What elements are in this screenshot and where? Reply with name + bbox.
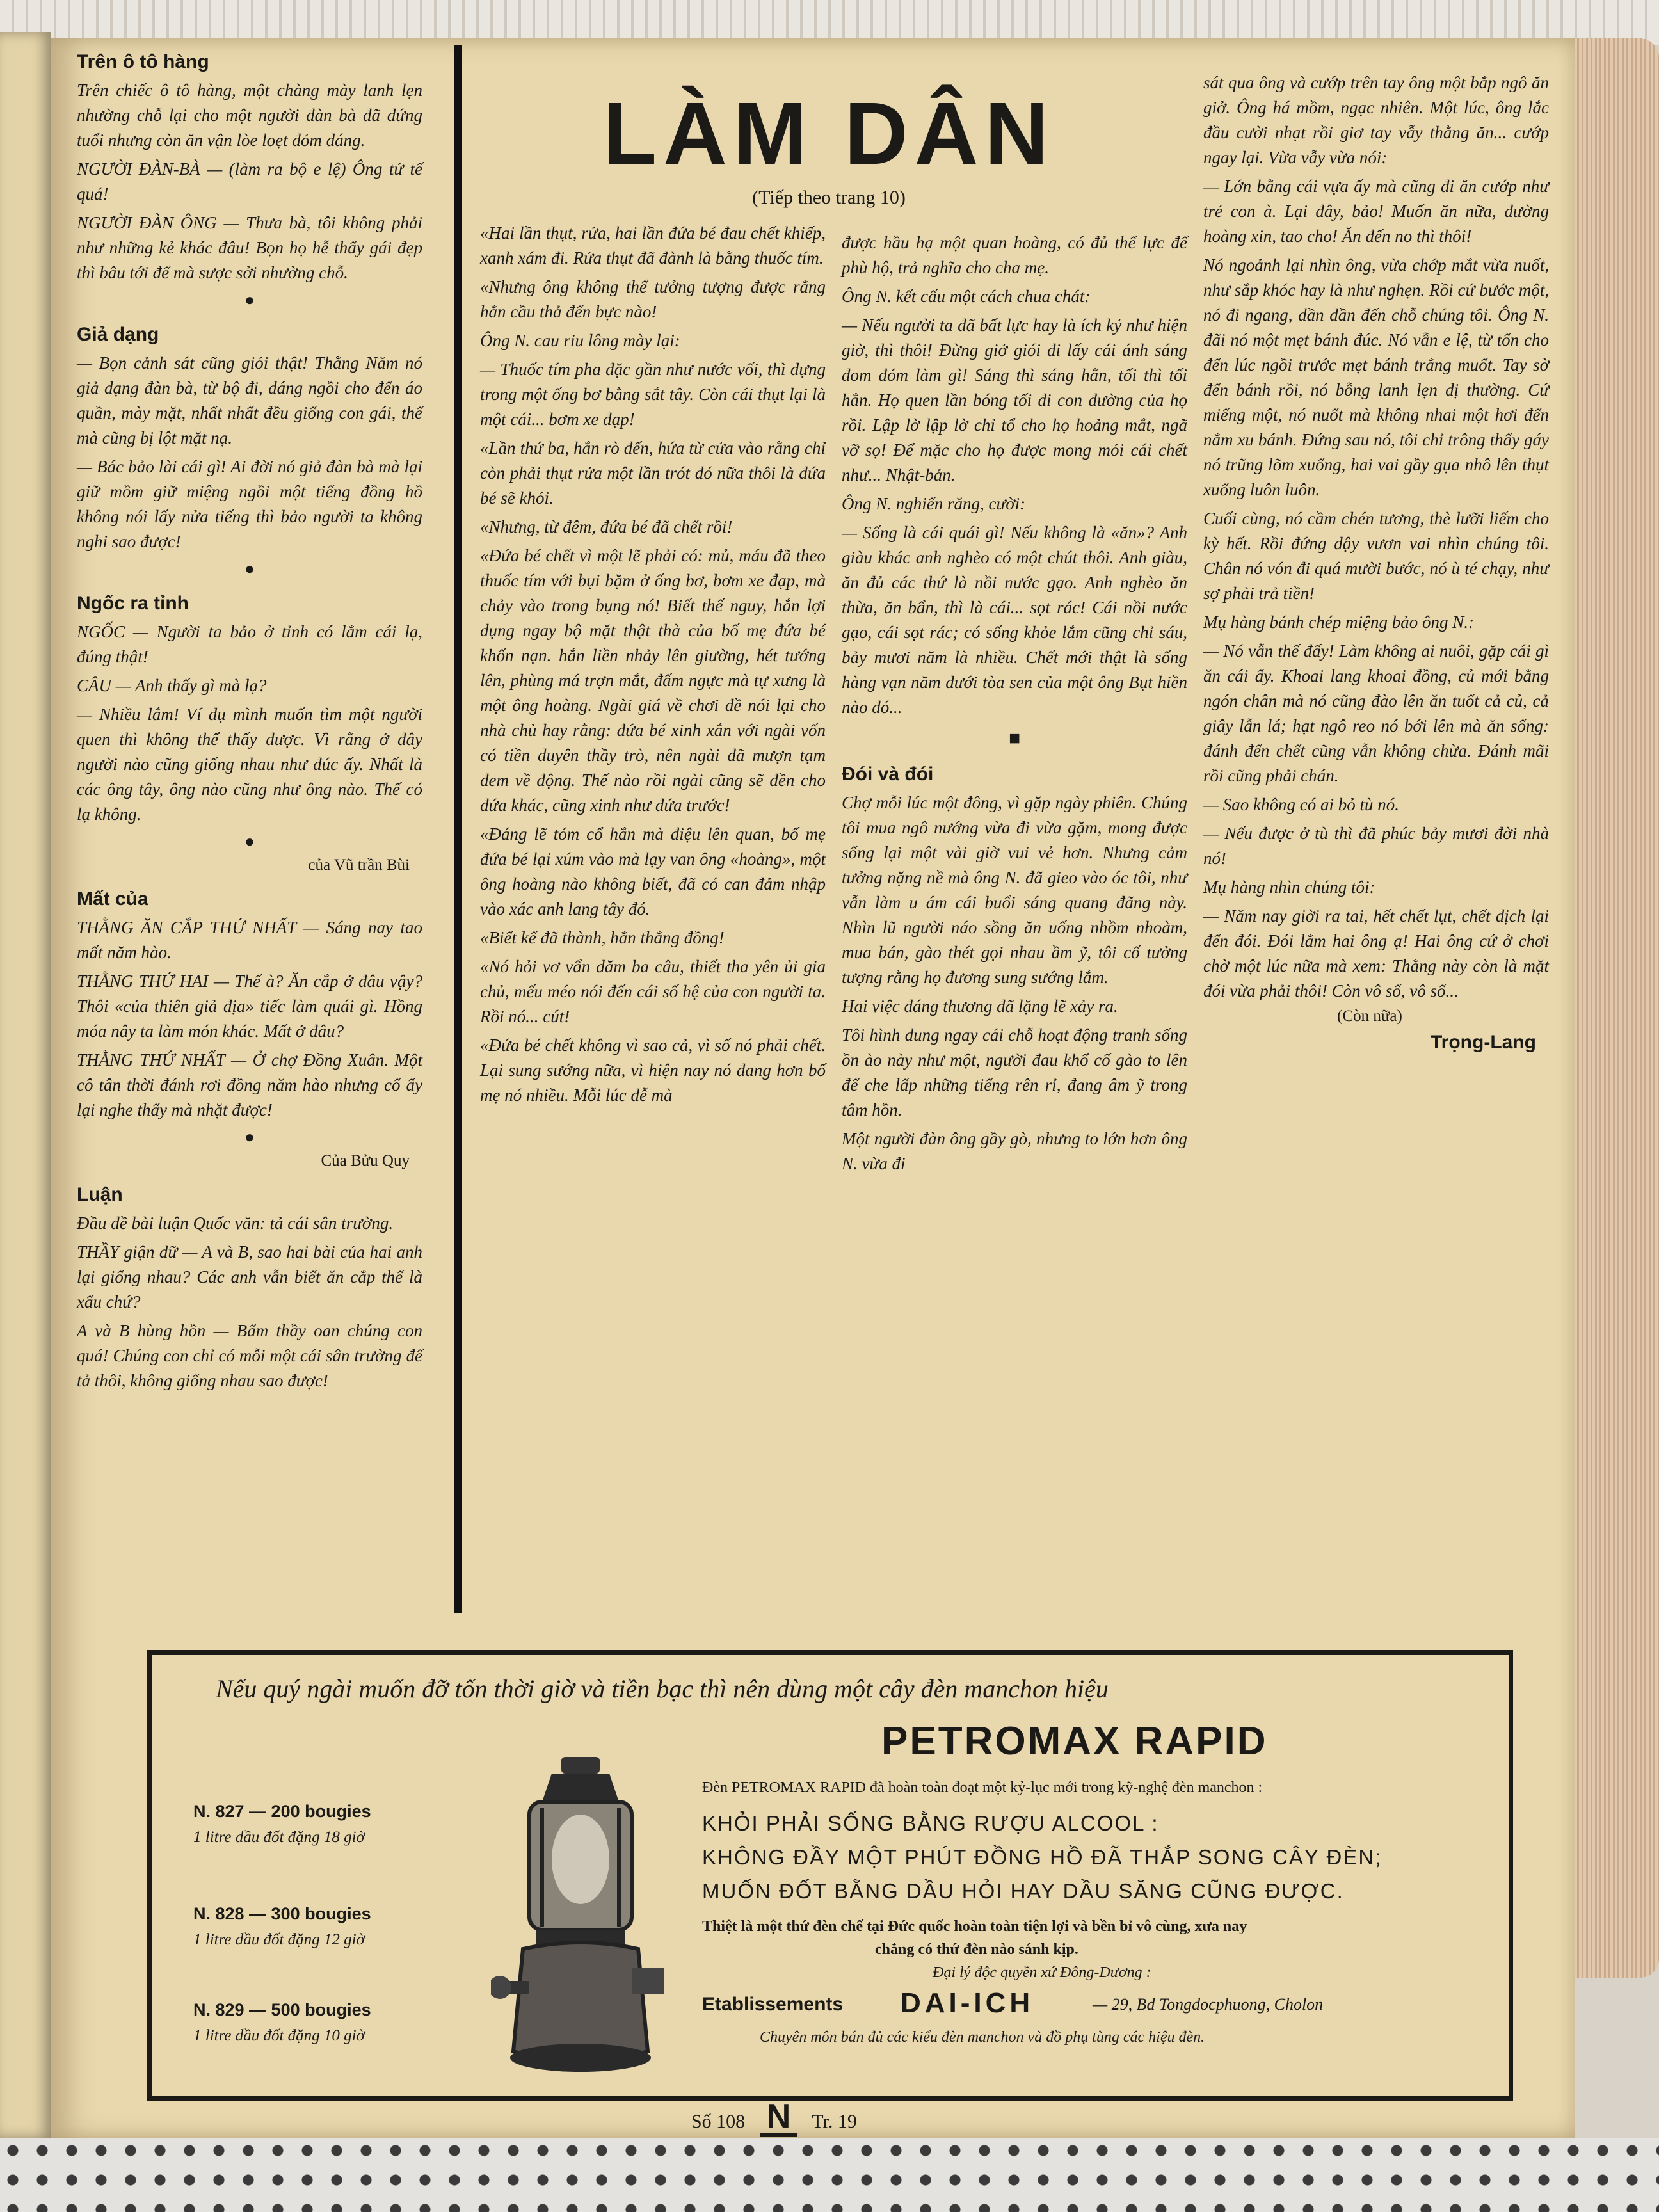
ad-company-prefix: Etablissements [702,1994,844,2015]
paragraph: Hai việc đáng thương đã lặng lẽ xảy ra. [842,997,1118,1016]
ad-address: — 29, Bd Tongdocphuong, Cholon [1093,1995,1324,2014]
petromax-advertisement [147,1650,1513,2101]
paragraph: — Sao không có ai bỏ tù nó. [1203,795,1399,814]
ad-intro: Đèn PETROMAX RAPID đã hoàn toàn đoạt một kỷ-lục mới trong kỹ-nghệ đèn manchon : [702,1779,1263,1796]
ad-note: Thiệt là một thứ đèn chế tại Đức quốc hoàn toàn tiện lợi và bền bỉ vô cùng, xưa nay [702,1918,1247,1935]
contributor-signature: Của Bửu Quy [321,1152,410,1169]
continued-note: (Còn nữa) [1337,1007,1402,1025]
ad-model: N. 828 — 300 bougies [193,1904,371,1923]
magazine-page [51,38,1575,2138]
section-title: Đói và đói [842,764,934,785]
paragraph: THẰNG ĂN CẮP THỨ NHẤT — Sáng nay tao mất năm hào. [77,918,422,962]
contributor-signature: của Vũ trần Bùi [308,856,410,874]
paragraph: — Nếu được ở tù thì đã phúc bảy mươi đời nhà nó! [1203,824,1549,868]
paragraph: — Nếu người ta đã bất lực hay là ích kỷ như hiện giờ, thì thôi! Đừng giở giói đi lấy cái ánh sáng đom đóm làm gì! Sáng thì sáng hẳn, tối thì tối hẳn. Họ quen lần bóng tối đi con đường của họ rồi. Lập lờ lập lờ chỉ tổ cho họ hoảng mắt, ngã vỡ sọ! Để mặc cho họ được mong mỏi cái chết như... Nhật-bản. [842,316,1187,485]
paragraph: Trên chiếc ô tô hàng, một chàng mày lanh lẹn nhường chỗ lại cho một người đàn bà đã đứng tuổi nhưng còn ăn vận lòe loẹt đỏm dáng. [77,81,422,150]
paragraph: «Nó hỏi vơ vẩn dăm ba câu, thiết tha yên ủi gia chủ, mếu méo nói đến cái số hệ của con người ta. Rồi nó... cút! [480,957,826,1026]
paragraph: NGƯỜI ĐÀN ÔNG — Thưa bà, tôi không phải như những kẻ khác đâu! Bọn họ hễ thấy gái đẹp thì bâu tới để mà sược sởi nhường chỗ. [77,213,422,282]
previous-page-edge [0,32,51,2138]
section-marker: ■ [1008,728,1021,749]
humor-column [77,45,422,1397]
paragraph: — Lớn bằng cái vựa ấy mà cũng đi ăn cướp như trẻ con à. Lại đây, bảo! Muốn ăn nữa, đường hoàng xin, tao cho! Ăn đến no thì thôi! [1203,177,1549,246]
ad-claim: KHÔNG ĐẦY MỘT PHÚT ĐỒNG HỒ ĐÃ THẮP SONG CÂY ĐÈN; [702,1845,1382,1869]
paragraph: A và B hùng hồn — Bẩm thầy oan chúng con quá! Chúng con chỉ có mỗi một cái sân trường để tả thôi, không giống nhau sao được! [77,1321,422,1390]
article-title: LÀM DÂN [602,84,1055,183]
paragraph: «Đứa bé chết vì một lẽ phải có: mủ, máu đã theo thuốc tím với bụi bặm ở ống bơ, bơm xe đạp, mà chảy vào trong bụng nó! Biết thế nguy, hắn lợi dụng ngay bộ mặt thật thà của bố mẹ đứa bé khốn nạn. hắn liền nhảy lên giường, hét tướng lên, phùng má trợn mắt, đấm ngực mà tự xưng là một ông hoàng. Ngài giá về chơi đề nói lại cho nhà chủ hay rằng: đứa bé xinh xắn với ngài vốn có tiền duyên thầy trò, nên ngài đã mượn tạm đem về động. Thế nào rồi ngài cũng sẽ đền cho đứa khác, cũng xinh như đứa trước! [480,546,826,815]
paragraph: CÂU — Anh thấy gì mà lạ? [77,676,267,695]
separator-dot: ● [244,291,255,309]
paragraph: Ông N. nghiến răng, cười: [842,494,1026,513]
paragraph: Tôi hình dung ngay cái chỗ hoạt động tranh sống ồn ào này như một, người đau khổ cố gào to lên để che lấp những tiếng rên rỉ, đang âm ỹ trong tâm hồn. [842,1025,1187,1119]
article-author: Trọng-Lang [1431,1032,1536,1053]
paragraph: NGỐC — Người ta bảo ở tỉnh có lắm cái lạ, đúng thật! [77,622,422,666]
ad-claim: MUỐN ĐỐT BẰNG DẦU HỎI HAY DẦU SĂNG CŨNG ĐƯỢC. [702,1879,1344,1903]
ad-claim: KHỎI PHẢI SỐNG BẰNG RƯỢU ALCOOL : [702,1811,1159,1835]
paragraph: — Bọn cảnh sát cũng giỏi thật! Thằng Năm nó giả dạng đàn bà, từ bộ đi, dáng ngồi cho đến áo quần, mày mặt, nhất nhất đều giống con gái, thế mà cũng bị lột mặt nạ. [77,353,422,447]
ad-model-spec: 1 litre dầu đốt đặng 18 giờ [193,1829,365,1846]
paragraph: «Lần thứ ba, hắn rò đến, hứa từ cửa vào rằng chỉ còn phải thụt rửa một lần trót đó nữa thôi là đứa bé sẽ khỏi. [480,438,826,508]
paragraph: Ông N. cau riu lông mày lại: [480,331,680,350]
paragraph: Đầu đề bài luận Quốc văn: tả cái sân trường. [77,1214,394,1233]
ad-headline: Nếu quý ngài muốn đỡ tốn thời giờ và tiền bạc thì nên dùng một cây đèn manchon hiệu [216,1674,1109,1703]
ad-brand: PETROMAX RAPID [881,1719,1268,1763]
paragraph: «Đứa bé chết không vì sao cả, vì số nó phải chết. Lại sung sướng nữa, vì hiện nay nó đang hơn bố mẹ nó nhiều. Mỗi lúc dễ mà [480,1036,826,1105]
separator-dot: ● [244,832,255,851]
separator-dot: ● [244,1128,255,1146]
paragraph: — Nhiều lắm! Ví dụ mình muốn tìm một người quen thì không thể thấy được. Vì rằng ở đây người nào cũng giống nhau như đúc ấy. Nhất là các ông tây, ông nào cũng như ông nào. Thế có lạ không. [77,705,422,824]
paragraph: Cuối cùng, nó cầm chén tương, thè lưỡi liếm cho kỳ hết. Rồi đứng dậy vươn vai nhìn chúng tôi. Chân nó vón đi quá mười bước, nó ù té chạy, như sợ phải trả tiền! [1203,509,1549,603]
paragraph: «Biết kế đã thành, hắn thẳng đồng! [480,928,725,947]
issue-number: Số 108 [691,2111,746,2132]
paragraph: «Nhưng ông không thể tưởng tượng được rằng hắn cầu thả đến bực nào! [480,277,826,321]
paragraph: «Nhưng, từ đêm, đứa bé đã chết rồi! [480,517,733,536]
article-subtitle: (Tiếp theo trang 10) [752,187,906,208]
paragraph: «Hai lần thụt, rửa, hai lần đứa bé đau chết khiếp, xanh xám đi. Rửa thụt đã đành là bằng thuốc tím. [480,223,826,268]
ad-tagline: Chuyên môn bán đủ các kiểu đèn manchon và đồ phụ tùng các hiệu đèn. [760,2029,1205,2046]
paragraph: — Thuốc tím pha đặc gần như nước vối, thì dựng trong một ống bơ bằng sắt tây. Còn cái thụt lại là một cái... bơm xe đạp! [480,360,826,429]
ad-note: chẳng có thứ đèn nào sánh kịp. [875,1941,1078,1958]
paragraph: — Nó vẫn thế đấy! Làm không ai nuôi, gặp cái gì ăn cái ấy. Khoai lang khoai đồng, củ mới bằng ngón chân mà nó cũng đào lên ăn tuốt cả củ, cả giây lẫn lá; hạt ngô reo nó bới lên mà ăn sống: đánh đến chết cũng vẫn không chừa. Đánh mãi rồi cũng phải chán. [1203,641,1549,785]
section-title: Luận [77,1184,123,1205]
ad-company-name: DAI-ICH [901,1987,1034,2019]
paragraph: Nó ngoảnh lại nhìn ông, vừa chớp mắt vừa nuốt, như sắp khóc hay là như nghẹn. Rồi cứ bước một, nó đi ngang, dần dần đến chỗ chúng tôi. Ông N. đãi nó một mẹt bánh đúc. Nó vẫn e lệ, từ tốn cho đến lúc ngồi trước mẹt bánh trắng muốt. Tay sờ đến bánh rồi, nó bỗng lanh lẹn dị thường. Cứ miếng một, nó nuốt mà không nhai một hơi đến nắm xu bánh. Đứng sau nó, tôi chỉ trông thấy gáy nó trũng lõm xuống, hai vai gầy gụa nhô lên thụt xuống luôn luôn. [1203,255,1549,499]
magazine-logo: N [760,2096,797,2137]
ad-model: N. 827 — 200 bougies [193,1802,371,1821]
ad-model: N. 829 — 500 bougies [193,2000,371,2019]
paragraph: Chợ mỗi lúc một đông, vì gặp ngày phiên. Chúng tôi mua ngô nướng vừa đi vừa gặm, mong được sống lại một vài giờ vui vẻ hơn. Nhưng cảm tưởng nặng nề mà ông N. đã gieo vào óc tôi, như vẫn làm u ám cái buổi sáng quang đãng này. Nhìn lũ người náo sồng ăn uống nhồm nhoàm, mua bán, gào thét gọi nhau ầm ỹ, tôi cố tưởng tượng rằng họ đương sung sướng lắm. [842,793,1187,987]
section-title: Mất của [77,888,148,910]
paragraph: Mụ hàng nhìn chúng tôi: [1203,878,1375,897]
separator-dot: ● [244,559,255,578]
paragraph: NGƯỜI ĐÀN-BÀ — (làm ra bộ e lệ) Ông tử tế quá! [77,159,422,204]
paragraph: THẦY giận dữ — A và B, sao hai bài của hai anh lại giống nhau? Các anh vẫn biết ăn cắp thế là xấu chứ? [77,1242,422,1311]
ad-agent-label: Đại lý độc quyền xứ Đông-Dương : [933,1964,1151,1981]
page-number: Tr. 19 [812,2111,857,2132]
paragraph: — Năm nay giời ra tai, hết chết lụt, chết dịch lại đến đói. Đói lắm hai ông ạ! Hai ông cứ ở chơi chờ một lúc nữa mà xem: Thằng này còn là mặt đói vừa phải thôi! Còn vô số, vô số... [1203,906,1549,1000]
ad-model-spec: 1 litre dầu đốt đặng 10 giờ [193,2027,365,2044]
paragraph: sát qua ông và cướp trên tay ông một bắp ngô ăn giở. Ông há mồm, ngạc nhiên. Một lúc, ông lắc đầu cười nhạt rồi giơ tay vẫy thằng ăn... cướp ngay lại. Vừa vẫy vừa nói: [1203,73,1549,167]
paragraph: Mụ hàng bánh chép miệng bảo ông N.: [1203,613,1474,632]
section-title: Ngốc ra tỉnh [77,593,189,614]
section-title: Giả dạng [77,324,159,345]
paragraph: THẰNG THỨ NHẤT — Ở chợ Đồng Xuân. Một cô tân thời đánh rơi đồng năm hào nhưng cố ấy lại nghe thấy mà nhặt được! [77,1050,422,1119]
paragraph: được hầu hạ một quan hoàng, có đủ thế lực để phù hộ, trả nghĩa cho cha mẹ. [842,233,1187,277]
column-divider-rule [454,45,462,1613]
paragraph: Ông N. kết cấu một cách chua chát: [842,287,1091,306]
paragraph: THẰNG THỨ HAI — Thế à? Ăn cắp ở đâu vậy? Thôi «của thiên giả địa» tiếc làm quái gì. Hồng móa nây ta làm món khác. Mất ở đâu? [77,972,422,1041]
article-column-2 [842,230,1187,1180]
article-column-3 [1203,70,1549,1060]
article-column-1 [480,221,826,1112]
page-footer [691,2096,857,2137]
paragraph: Một người đàn ông gầy gò, nhưng to lớn hơn ông N. vừa đi [842,1129,1187,1173]
paragraph: «Đáng lẽ tóm cổ hắn mà điệu lên quan, bố mẹ đứa bé lại xúm vào mà lạy van ông «hoàng», một ông hoàng nào không biết, đã có can đảm nhập vào xác anh lang tây đó. [480,824,826,918]
section-title: Trên ô tô hàng [77,51,209,72]
paragraph: — Sống là cái quái gì! Nếu không là «ăn»? Anh giàu khác anh nghèo có một chút thôi. Anh giàu, ăn đủ các thứ là nồi nước gạo. Anh nghèo ăn thừa, ăn bẩn, thì là cái... sọt rác! Cái nồi nước gạo, cái sọt rác; có sống khỏe lắm cũng chỉ sáu, bảy mươi năm là nhiều. Chết mới thật là sống hàng vạn năm dưới tòa sen của một ông Bụt hiền nào đó... [842,523,1187,717]
background-cloth-bottom [0,2138,1659,2212]
lantern-illustration [491,1751,670,2083]
ad-model-spec: 1 litre dầu đốt đặng 12 giờ [193,1931,365,1948]
paragraph: — Bác bảo lài cái gì! Ai đời nó giả đàn bà mà lại giữ mồm giữ miệng ngồi một tiếng đồng hồ không nói lấy nửa tiếng thì bảo người ta không nghi sao được! [77,457,422,551]
